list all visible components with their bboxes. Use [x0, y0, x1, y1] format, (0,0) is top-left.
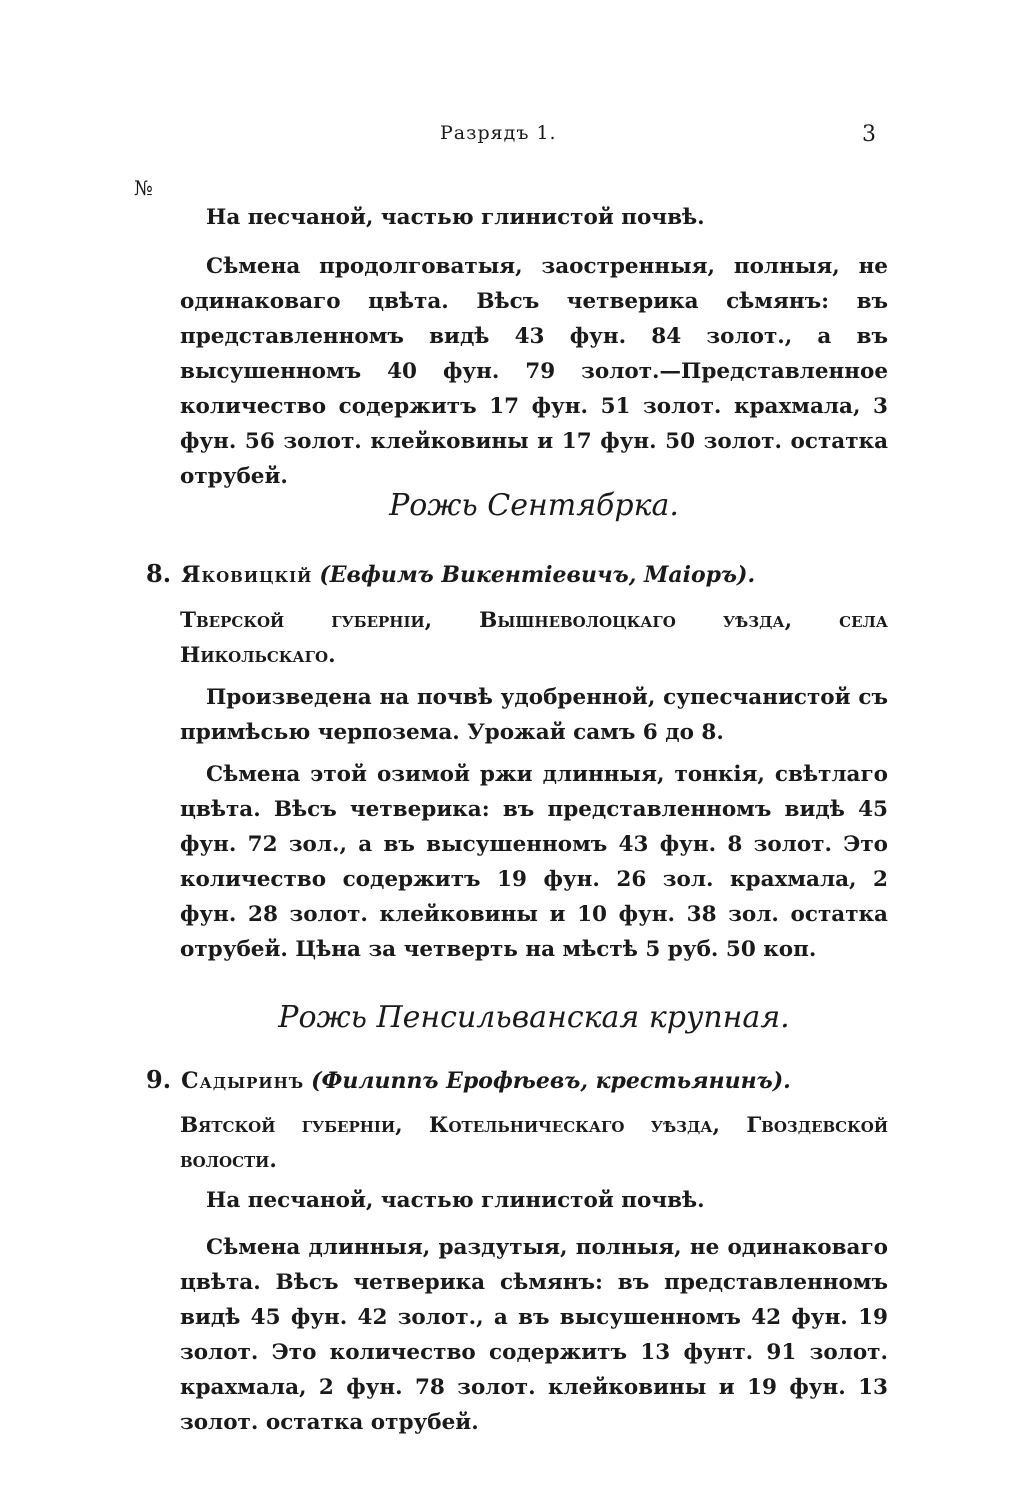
intro-seeds-paragraph: Сѣмена продолговатыя, заостренныя, полныя, не одинаковаго цвѣта. Вѣсъ четверика сѣмянъ: въ представленномъ видѣ 43 фун. 84 золот., а въ высушенномъ 40 фун. 79 золот.—Представленное количество содержитъ 17 фун. 51 золот. крахмала, 3 фун. 56 золот. клейковины и 17 фун. 50 золот. остатка отрубей. — [180, 254, 888, 489]
entry-number: 8. — [146, 559, 172, 588]
entry-detail: (Евфимъ Викентіевичъ, Маіоръ). — [319, 562, 756, 588]
running-title: Разрядъ 1. — [440, 122, 557, 144]
section-heading-rye-pennsylvania: Рожь Пенсильванская крупная. — [278, 1000, 790, 1035]
entry-detail: (Филиппъ Ерофѣевъ, крестьянинъ). — [311, 1068, 791, 1094]
entry-name: Садыринъ — [181, 1068, 305, 1094]
entry-8-soil: Произведена на почвѣ удобренной, супесчанистой съ примѣсью черпозема. Урожай самъ 6 до 8. — [180, 685, 888, 745]
entry-number: 9. — [146, 1065, 172, 1094]
page-number: 3 — [862, 122, 876, 147]
section-heading-rye-sentyabrka: Рожь Сентябрка. — [389, 488, 679, 523]
entry-8-line — [146, 557, 886, 593]
entry-9-seeds: Сѣмена длинныя, раздутыя, полныя, не одинаковаго цвѣта. Вѣсъ четверика сѣмянъ: въ представленномъ видѣ 45 фун. 42 золот., а въ высушенномъ 42 фун. 19 золот. Это количество содержитъ 13 фунт. 91 золот. крахмала, 2 фун. 78 золот. клейковины и 19 фун. 13 золот. остатка отрубей. — [180, 1235, 888, 1435]
entry-8-seeds: Сѣмена этой озимой ржи длинныя, тонкія, свѣтлаго цвѣта. Вѣсъ четверика: въ представленномъ видѣ 45 фун. 72 зол., а въ высушенномъ 43 фун. 8 золот. Это количество содержитъ 19 фун. 26 зол. крахмала, 2 фун. 28 золот. клейковины и 10 фун. 38 зол. остатка отрубей. Цѣна за четверть на мѣстѣ 5 руб. 50 коп. — [180, 762, 888, 962]
number-mark: № — [134, 176, 153, 200]
entry-9-soil: На песчаной, частью глинистой почвѣ. — [206, 1188, 705, 1213]
entry-9-location: Вятской губерніи, Котельническаго уѣзда, Гвоздевской волости. — [180, 1113, 888, 1173]
entry-name: Яковицкій — [181, 562, 313, 588]
entry-8-location: Тверской губерніи, Вышневолоцкаго уѣзда, села Никольскаго. — [180, 608, 888, 668]
intro-soil-paragraph: На песчаной, частью глинистой почвѣ. — [206, 205, 705, 230]
entry-9-line — [146, 1063, 886, 1099]
